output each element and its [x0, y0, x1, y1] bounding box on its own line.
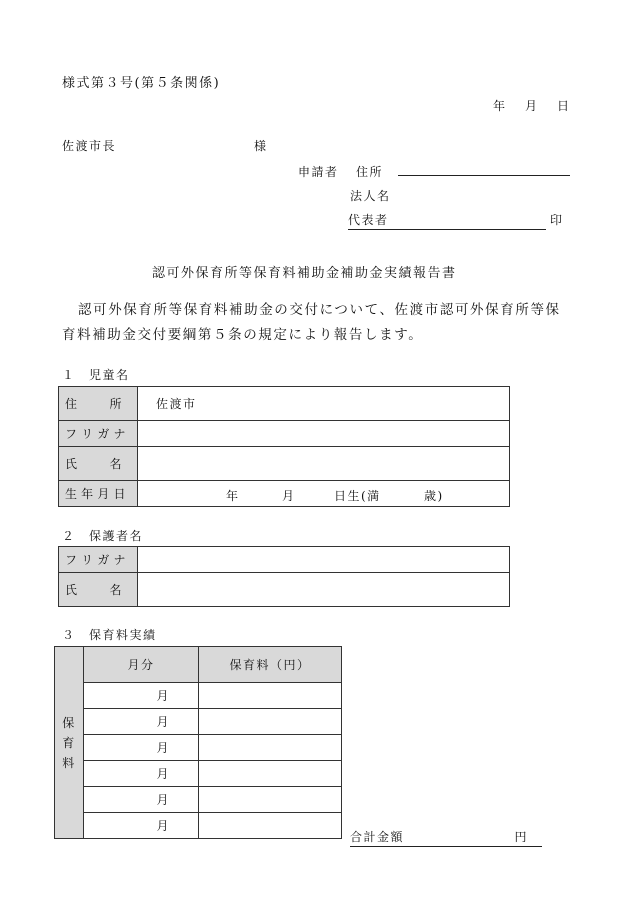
- applicant-label: 申請者: [298, 165, 339, 179]
- col-fee-header: 保育料（円）: [199, 647, 342, 683]
- addressee-name: 佐渡市長: [62, 139, 117, 153]
- document-title: 認可外保育所等保育料補助金補助金実績報告書: [152, 266, 457, 281]
- section1-heading: １ 児童名: [62, 368, 130, 382]
- applicant-corp-label: 法人名: [350, 189, 391, 203]
- guardian-name-field[interactable]: [138, 573, 510, 607]
- child-address-label: 住 所: [59, 387, 138, 421]
- month-cell-2[interactable]: 月: [84, 709, 199, 735]
- body-line-1: 認可外保育所等保育料補助金の交付について、佐渡市認可外保育所等保: [78, 302, 561, 318]
- fee-cell-5[interactable]: [199, 787, 342, 813]
- child-name-field[interactable]: [138, 447, 510, 481]
- child-birthdate-field[interactable]: [138, 481, 510, 507]
- month-cell-4[interactable]: 月: [84, 761, 199, 787]
- fee-cell-2[interactable]: [199, 709, 342, 735]
- birth-age-text: 歳): [424, 489, 444, 503]
- fee-side-label: 保 育 料: [55, 647, 84, 839]
- total-amount-line: [350, 828, 542, 847]
- fee-cell-1[interactable]: [199, 683, 342, 709]
- month-cell-3[interactable]: 月: [84, 735, 199, 761]
- fee-cell-6[interactable]: [199, 813, 342, 839]
- fee-cell-4[interactable]: [199, 761, 342, 787]
- applicant-address-label: 住所: [356, 165, 384, 179]
- form-number: 様式第３号(第５条関係): [62, 76, 221, 91]
- date-year: 年: [493, 99, 507, 113]
- fee-cell-3[interactable]: [199, 735, 342, 761]
- addressee-honorific: 様: [254, 139, 268, 153]
- birth-month-text: 月: [282, 489, 296, 503]
- address-underline: [398, 175, 570, 176]
- birth-year-text: 年: [226, 489, 240, 503]
- child-furigana-label: フ リ ガ ナ: [59, 421, 138, 447]
- date-month: 月: [525, 99, 539, 113]
- total-amount-unit: 円: [514, 830, 528, 844]
- guardian-furigana-label: フ リ ガ ナ: [59, 547, 138, 573]
- month-cell-6[interactable]: 月: [84, 813, 199, 839]
- col-month-header: 月分: [84, 647, 199, 683]
- guardian-name-label: 氏 名: [59, 573, 138, 607]
- month-cell-1[interactable]: 月: [84, 683, 199, 709]
- section3-heading: ３ 保育料実績: [62, 628, 157, 642]
- body-line-2: 育料補助金交付要綱第５条の規定により報告します。: [62, 327, 424, 343]
- date-day: 日: [557, 99, 571, 113]
- guardian-furigana-field[interactable]: [138, 547, 510, 573]
- representative-line: [348, 211, 546, 230]
- applicant-rep-label: 代表者: [348, 213, 389, 227]
- child-furigana-field[interactable]: [138, 421, 510, 447]
- month-cell-5[interactable]: 月: [84, 787, 199, 813]
- guardian-info-table: [58, 546, 510, 607]
- child-info-table: [58, 386, 510, 507]
- child-birthdate-label: 生 年 月 日: [59, 481, 138, 507]
- child-address-value[interactable]: 佐渡市: [138, 387, 510, 421]
- seal-mark: 印: [550, 213, 564, 227]
- section2-heading: ２ 保護者名: [62, 529, 144, 543]
- total-amount-label: 合計金額: [350, 830, 405, 844]
- birth-day-text: 日生(満: [334, 489, 381, 503]
- child-name-label: 氏 名: [59, 447, 138, 481]
- fee-table: [54, 646, 342, 839]
